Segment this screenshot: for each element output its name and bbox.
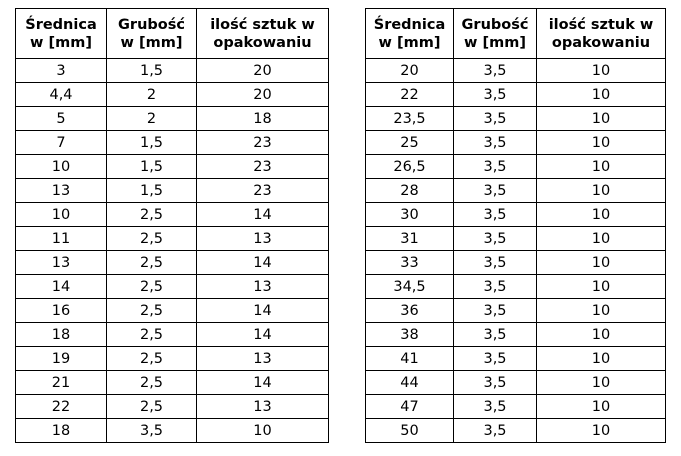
thickness-cell: 3,5	[454, 107, 537, 131]
thickness-cell: 3,5	[454, 419, 537, 443]
header-line: opakowaniu	[551, 34, 651, 51]
table-row	[16, 299, 329, 323]
thickness-cell: 2,5	[107, 227, 197, 251]
count-cell: 10	[537, 131, 666, 155]
diameter-cell: 14	[16, 275, 107, 299]
table-row	[366, 227, 666, 251]
thickness-cell: 1,5	[107, 59, 197, 83]
thickness-cell: 3,5	[454, 395, 537, 419]
diameter-header	[366, 9, 454, 59]
table-row	[366, 275, 666, 299]
diameter-cell: 19	[16, 347, 107, 371]
left-table-body	[16, 59, 329, 443]
thickness-cell: 3,5	[454, 347, 537, 371]
count-cell: 23	[197, 131, 329, 155]
diameter-cell: 23,5	[366, 107, 454, 131]
thickness-cell: 3,5	[454, 59, 537, 83]
diameter-cell: 21	[16, 371, 107, 395]
header-line: w [mm]	[464, 34, 526, 51]
count-cell: 10	[537, 83, 666, 107]
count-cell: 20	[197, 59, 329, 83]
table-row	[16, 155, 329, 179]
thickness-cell: 1,5	[107, 155, 197, 179]
thickness-cell: 2,5	[107, 395, 197, 419]
thickness-cell: 3,5	[454, 371, 537, 395]
count-cell: 10	[537, 299, 666, 323]
count-cell: 10	[537, 203, 666, 227]
table-row	[16, 323, 329, 347]
diameter-cell: 4,4	[16, 83, 107, 107]
table-row	[366, 203, 666, 227]
table-row	[16, 227, 329, 251]
diameter-cell: 7	[16, 131, 107, 155]
count-cell: 10	[537, 323, 666, 347]
diameter-cell: 26,5	[366, 155, 454, 179]
thickness-cell: 3,5	[107, 419, 197, 443]
diameter-cell: 18	[16, 419, 107, 443]
thickness-cell: 3,5	[454, 323, 537, 347]
header-line: w [mm]	[120, 34, 183, 51]
thickness-cell: 2,5	[107, 323, 197, 347]
count-cell: 13	[197, 395, 329, 419]
count-cell: 13	[197, 275, 329, 299]
header-line: Średnica	[373, 16, 446, 33]
count-cell: 10	[537, 347, 666, 371]
count-header	[197, 9, 329, 59]
count-cell: 10	[537, 155, 666, 179]
table-row	[16, 203, 329, 227]
table-row	[16, 371, 329, 395]
diameter-cell: 33	[366, 251, 454, 275]
count-cell: 23	[197, 155, 329, 179]
table-row	[16, 419, 329, 443]
table-row	[366, 179, 666, 203]
table-row	[366, 59, 666, 83]
diameter-cell: 36	[366, 299, 454, 323]
right-table-header	[366, 9, 666, 59]
diameter-cell: 30	[366, 203, 454, 227]
diameter-cell: 13	[16, 179, 107, 203]
header-line: Grubość	[461, 16, 529, 33]
thickness-cell: 3,5	[454, 299, 537, 323]
table-row	[366, 131, 666, 155]
count-cell: 18	[197, 107, 329, 131]
thickness-cell: 3,5	[454, 83, 537, 107]
count-cell: 14	[197, 251, 329, 275]
thickness-cell: 3,5	[454, 251, 537, 275]
diameter-cell: 38	[366, 323, 454, 347]
count-cell: 13	[197, 347, 329, 371]
table-row	[366, 155, 666, 179]
right-table-body	[366, 59, 666, 443]
diameter-cell: 5	[16, 107, 107, 131]
diameter-cell: 47	[366, 395, 454, 419]
header-line: w [mm]	[30, 34, 92, 51]
header-row	[16, 9, 329, 59]
table-row	[366, 371, 666, 395]
diameter-cell: 22	[366, 83, 454, 107]
table-row	[16, 83, 329, 107]
thickness-cell: 3,5	[454, 275, 537, 299]
table-row	[16, 131, 329, 155]
count-cell: 10	[197, 419, 329, 443]
header-row	[366, 9, 666, 59]
thickness-cell: 3,5	[454, 203, 537, 227]
table-row	[16, 179, 329, 203]
count-header	[537, 9, 666, 59]
count-cell: 10	[537, 227, 666, 251]
diameter-cell: 13	[16, 251, 107, 275]
table-row	[16, 59, 329, 83]
thickness-cell: 3,5	[454, 131, 537, 155]
count-cell: 10	[537, 179, 666, 203]
diameter-cell: 41	[366, 347, 454, 371]
count-cell: 10	[537, 395, 666, 419]
count-cell: 10	[537, 371, 666, 395]
diameter-cell: 28	[366, 179, 454, 203]
diameter-cell: 22	[16, 395, 107, 419]
right-size-table	[365, 8, 666, 443]
table-row	[16, 395, 329, 419]
table-row	[366, 323, 666, 347]
header-line: w [mm]	[378, 34, 441, 51]
thickness-cell: 3,5	[454, 155, 537, 179]
diameter-cell: 3	[16, 59, 107, 83]
diameter-cell: 25	[366, 131, 454, 155]
count-cell: 14	[197, 203, 329, 227]
table-row	[366, 395, 666, 419]
table-row	[366, 419, 666, 443]
count-cell: 23	[197, 179, 329, 203]
header-line: ilość sztuk w	[548, 16, 654, 33]
count-cell: 13	[197, 227, 329, 251]
header-line: ilość sztuk w	[210, 16, 315, 33]
diameter-cell: 18	[16, 323, 107, 347]
count-cell: 10	[537, 275, 666, 299]
diameter-cell: 20	[366, 59, 454, 83]
thickness-cell: 1,5	[107, 179, 197, 203]
table-row	[366, 251, 666, 275]
count-cell: 14	[197, 323, 329, 347]
table-row	[16, 251, 329, 275]
thickness-cell: 3,5	[454, 227, 537, 251]
diameter-cell: 10	[16, 155, 107, 179]
table-row	[366, 347, 666, 371]
diameter-cell: 16	[16, 299, 107, 323]
thickness-cell: 2,5	[107, 299, 197, 323]
thickness-cell: 2,5	[107, 251, 197, 275]
diameter-cell: 50	[366, 419, 454, 443]
count-cell: 10	[537, 107, 666, 131]
thickness-cell: 2,5	[107, 347, 197, 371]
header-line: Grubość	[118, 16, 185, 33]
diameter-cell: 10	[16, 203, 107, 227]
diameter-cell: 34,5	[366, 275, 454, 299]
diameter-cell: 11	[16, 227, 107, 251]
table-row	[16, 107, 329, 131]
table-row	[366, 299, 666, 323]
thickness-cell: 3,5	[454, 179, 537, 203]
count-cell: 10	[537, 419, 666, 443]
table-row	[16, 347, 329, 371]
header-line: opakowaniu	[213, 34, 312, 51]
thickness-cell: 2	[107, 83, 197, 107]
thickness-cell: 2,5	[107, 203, 197, 227]
thickness-cell: 2,5	[107, 275, 197, 299]
left-size-table	[15, 8, 329, 443]
count-cell: 10	[537, 59, 666, 83]
left-table-header	[16, 9, 329, 59]
thickness-cell: 1,5	[107, 131, 197, 155]
header-line: Średnica	[25, 16, 97, 33]
table-row	[366, 83, 666, 107]
diameter-cell: 31	[366, 227, 454, 251]
thickness-header	[107, 9, 197, 59]
thickness-cell: 2	[107, 107, 197, 131]
count-cell: 10	[537, 251, 666, 275]
table-row	[366, 107, 666, 131]
count-cell: 20	[197, 83, 329, 107]
table-row	[16, 275, 329, 299]
thickness-cell: 2,5	[107, 371, 197, 395]
diameter-header	[16, 9, 107, 59]
count-cell: 14	[197, 299, 329, 323]
thickness-header	[454, 9, 537, 59]
diameter-cell: 44	[366, 371, 454, 395]
count-cell: 14	[197, 371, 329, 395]
